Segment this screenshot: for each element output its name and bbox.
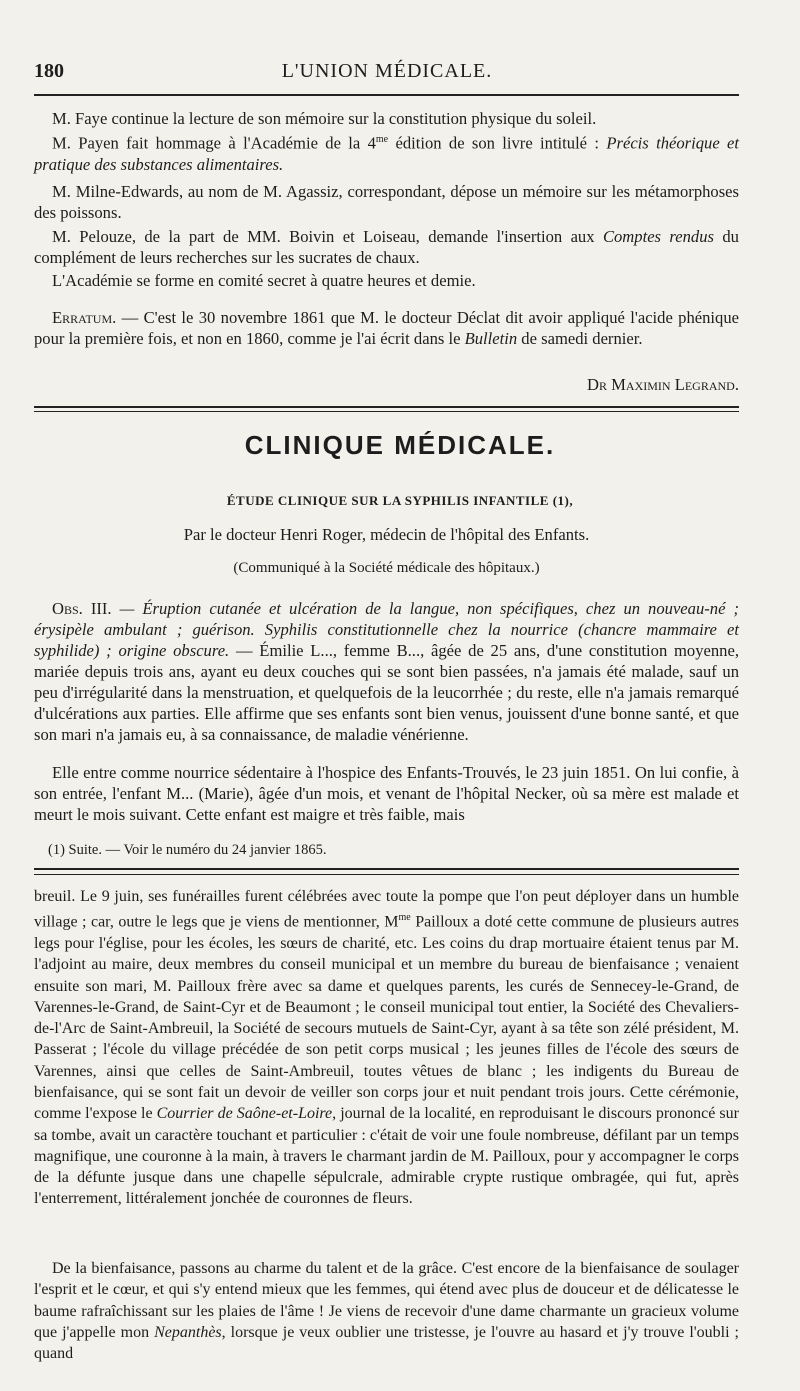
feuilleton-rule-thin <box>34 874 739 875</box>
paragraph-payen: M. Payen fait hommage à l'Académie de la $4^{me}$ édition de son livre intitulé : Précis théorique et pratique des substances alimentaires. <box>34 133 740 174</box>
observation-paragraph: Obs. III. — Éruption cutanée et ulcération de la langue, non spécifiques, chez un nouveau-né ; érysipèle ambulant ; guérison. Syphilis constitutionnelle chez la nourrice (chancre mammaire et syphilide) ; origine obscure. — Émilie L..., femme B..., âgée de 25 ans, d'une constitution moyenne, mariée depuis trois ans, ayant eu deux couches qui se sont bien passées, n'a jamais été malade, sauf un peu d'irrégularité dans la menstruation, et quelquefois de la leucorrhée ; du reste, elle n'a jamais remarqué d'ulcérations aux parties. Elle affirme que ses enfants sont bien venus, jouissent d'une bonne santé, et que son mari n'a jamais eu, à sa connaissance, de maladie vénérienne. <box>34 599 739 744</box>
communique-note: (Communiqué à la Société médicale des hôpitaux.) <box>233 560 540 576</box>
page-number: 180 <box>34 60 64 82</box>
erratum-label: Erratum. <box>52 308 117 327</box>
erratum-paragraph: Erratum. — C'est le 30 novembre 1861 que M. le docteur Déclat dit avoir appliqué l'acide phénique pour la première fois, et non en 1860, comme je l'ai écrit dans le Bulletin de samedi dernier. <box>34 308 739 348</box>
feuilleton-paragraph-1: breuil. Le 9 juin, ses funérailles furent célébrées avec toute la pompe que l'on peut déployer dans un humble village ; car, outre le legs que je viens de mentionner, $M^{me}$ Pailloux a doté cette commune de plusieurs autres legs pour l'église, pour les écoles, les sœurs de charité, etc. Les coins du drap mortuaire étaient tenus par M. l'adjoint au maire, deux membres du conseil municipal et un membre du bureau de bienfaisance ; venaient ensuite son mari, M. Pailloux frère avec sa dame et quelques parents, les curés de Sennecey-le-Grand, de Varennes-le-Grand, de Saint-Cyr et de Beaumont ; le conseil municipal tout entier, la Société des Chevaliers-de-l'Arc de Saint-Ambreuil, la Société de secours mutuels de Saint-Cyr, ayant à sa tête son zélé président, M. Passerat ; l'école du village précédée de son petit corps musical ; les jeunes filles de l'école des sœurs de Varennes, ainsi que celles de Saint-Ambreuil, toutes vêtues de blanc ; les indigents du Bureau de bienfaisance, qui se sont fait un devoir de veiller son corps jour et nuit pendant trois jours. Cette cérémonie, comme l'expose le Courrier de Saône-et-Loire, journal de la localité, en reproduisant le discours prononcé sur sa tombe, avait un caractère touchant et particulier : c'était de voir une foule nombreuse, défilant par un temps magnifique, une couronne à la main, à travers le charmant jardin de M. Pailloux, pour y accompagner le corps de la défunte jusque dans une chapelle sépulcrale, admirable crypte rustique ombragée, qui fut, après l'enterrement, littéralement jonchée de couronnes de fleurs. <box>34 888 740 1208</box>
paragraph-comite-secret: L'Académie se forme en comité secret à quatre heures et demie. <box>52 271 476 290</box>
feuilleton-rule <box>34 868 739 870</box>
header-rule <box>34 94 739 96</box>
page-header <box>34 60 740 88</box>
section-rule-top-thin <box>34 411 739 412</box>
feuilleton-paragraph-2: De la bienfaisance, passons au charme du talent et de la grâce. C'est encore de la bienfaisance de soulager l'esprit et le cœur, et qui s'y entend mieux que les femmes, qui étend avec plus de douceur et de délicatesse le baume rafraîchissant sur les plaies de l'âme ! Je viens de recevoir d'une dame charmante un gracieux volume que j'appelle mon Nepanthès, lorsque je veux oublier une tristesse, je l'ouvre au hasard et j'y trouve l'oubli ; quand <box>34 1260 740 1363</box>
signature: Dr Maximin Legrand. <box>587 375 739 394</box>
paragraph-pelouze: M. Pelouze, de la part de MM. Boivin et Loiseau, demande l'insertion aux Comptes rendus du complément de leurs recherches sur les sucrates de chaux. <box>34 227 739 267</box>
footnote: (1) Suite. — Voir le numéro du 24 janvier 1865. <box>48 842 327 858</box>
running-title: L'UNION MÉDICALE. <box>281 60 493 82</box>
paragraph-milne-edwards: M. Milne-Edwards, au nom de M. Agassiz, correspondant, dépose un mémoire sur les métamorphoses des poissons. <box>34 182 739 222</box>
section-title: CLINIQUE MÉDICALE. <box>244 430 556 460</box>
observation-label: Obs. III. <box>52 599 112 618</box>
paragraph-faye: M. Faye continue la lecture de son mémoire sur la constitution physique du soleil. <box>52 109 597 128</box>
observation-paragraph-2: Elle entre comme nourrice sédentaire à l'hospice des Enfants-Trouvés, le 23 juin 1851. On lui confie, à son entrée, l'enfant M... (Marie), âgée d'un mois, et venant de l'hôpital Necker, où sa mère est malade et meurt le mois suivant. Cette enfant est maigre et très faible, mais <box>34 763 739 824</box>
study-title: ÉTUDE CLINIQUE SUR LA SYPHILIS INFANTILE (1), <box>226 493 574 508</box>
section-rule-top <box>34 406 739 408</box>
author-line: Par le docteur Henri Roger, médecin de l'hôpital des Enfants. <box>183 525 590 544</box>
